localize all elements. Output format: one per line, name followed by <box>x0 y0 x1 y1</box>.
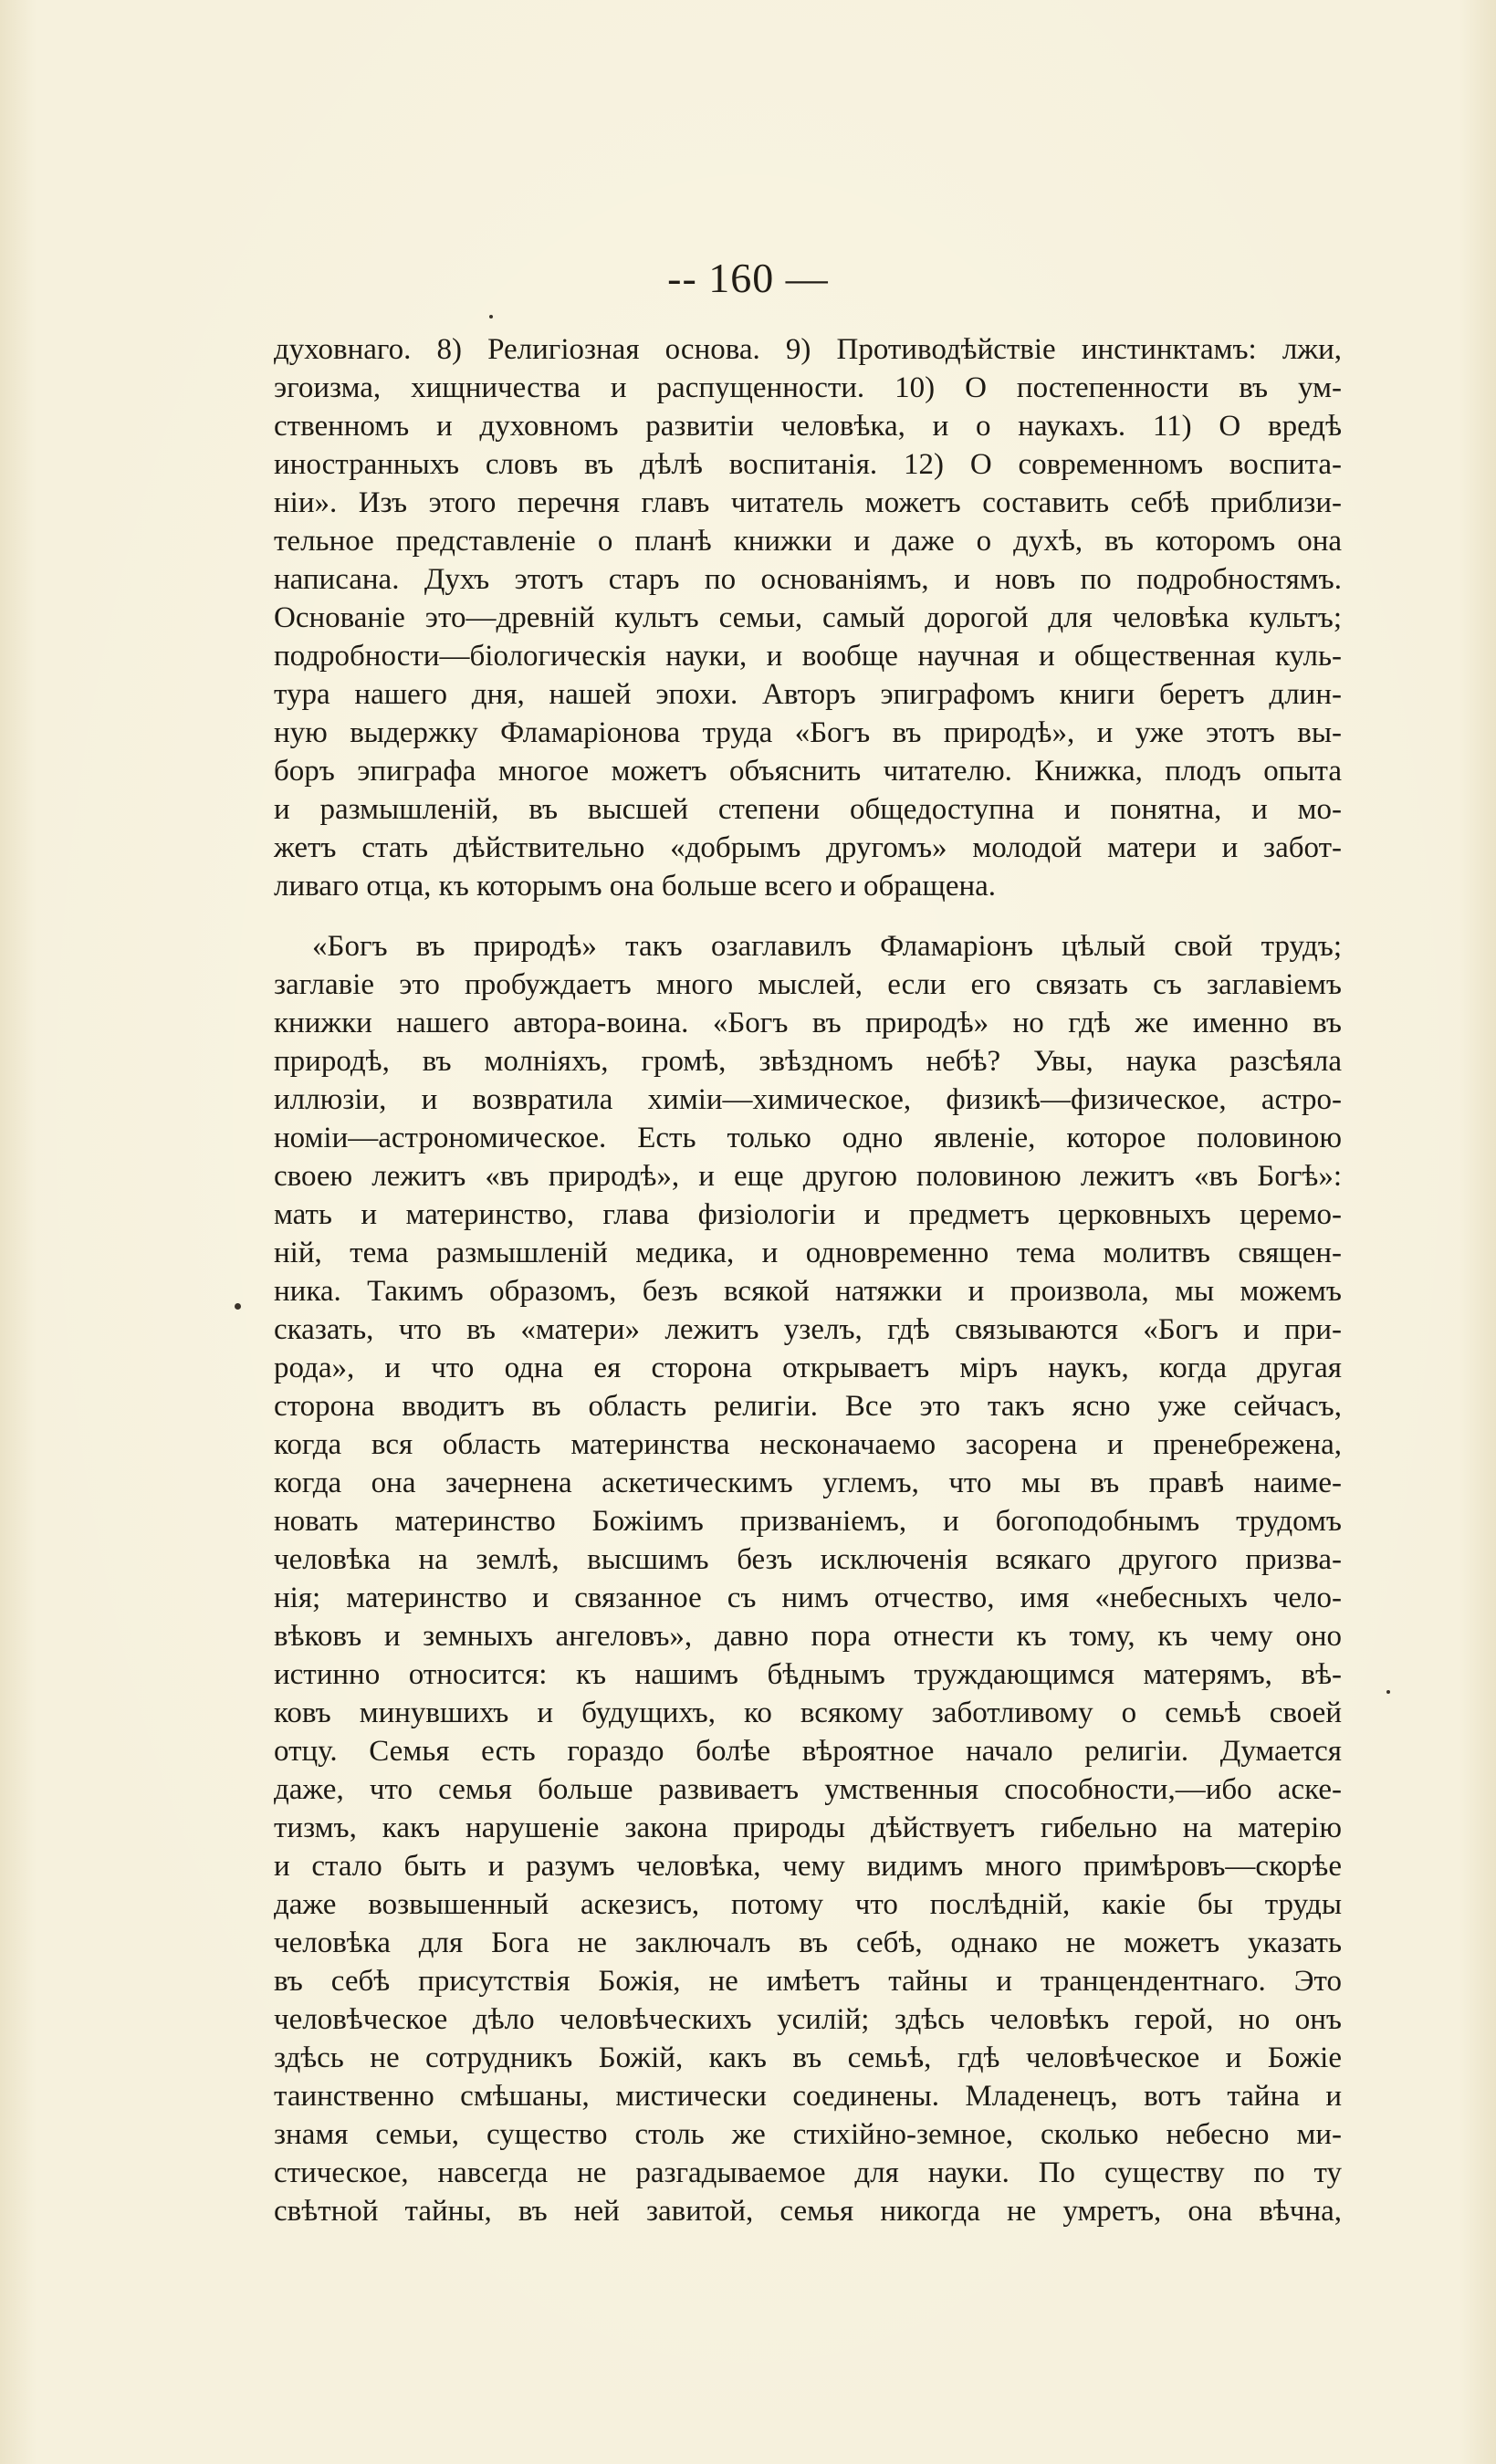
text-line: вѣковъ и земныхъ ангеловъ», давно пора отнести къ тому, къ чему оно <box>274 1620 1342 1653</box>
text-line: человѣка для Бога не заключалъ въ себѣ, однако не можетъ указать <box>274 1926 1342 1959</box>
text-line: иностранныхъ словъ въ дѣлѣ воспитанія. 12) О современномъ воспита- <box>274 448 1342 481</box>
text-line: тельное представленіе о планѣ книжки и даже о духѣ, въ которомъ она <box>274 525 1342 558</box>
text-line: и размышленій, въ высшей степени общедоступна и понятна, и мо- <box>274 793 1342 826</box>
text-line: даже возвышенный аскезисъ, потому что послѣдній, какіе бы труды <box>274 1888 1342 1921</box>
text-line: природѣ, въ молніяхъ, громѣ, звѣздномъ небѣ? Увы, наука разсѣяла <box>274 1045 1342 1078</box>
ink-speck <box>235 1303 241 1310</box>
text-line: ную выдержку Фламаріонова труда «Богъ въ природѣ», и уже этотъ вы- <box>274 716 1342 749</box>
text-line: знамя семьи, существо столь же стихійно-земное, сколько небесно ми- <box>274 2118 1342 2151</box>
page-number: -- 160 — <box>667 255 829 301</box>
text-line: и стало быть и разумъ человѣка, чему видимъ много примѣровъ—скорѣе <box>274 1850 1342 1883</box>
text-line: «Богъ въ природѣ» такъ озаглавилъ Фламаріонъ цѣлый свой трудъ; <box>312 930 1342 963</box>
text-line: номіи—астрономическое. Есть только одно явленіе, которое половиною <box>274 1122 1342 1154</box>
text-line: истинно относится: къ нашимъ бѣднымъ труждающимся матерямъ, вѣ- <box>274 1658 1342 1691</box>
text-line: свѣтной тайны, въ ней завитой, семья никогда не умретъ, она вѣчна, <box>274 2195 1342 2228</box>
paragraph-1 <box>274 330 1342 905</box>
paragraph-2 <box>274 927 1342 2230</box>
text-line: ній, тема размышленій медика, и одновременно тема молитвъ священ- <box>274 1237 1342 1269</box>
text-line: мать и материнство, глава физіологіи и предметъ церковныхъ церемо- <box>274 1198 1342 1231</box>
text-line: человѣка на землѣ, высшимъ безъ исключенія всякаго другого призва- <box>274 1543 1342 1576</box>
text-line: когда вся область материнства несконачаемо засорена и пренебрежена, <box>274 1428 1342 1461</box>
text-line: Основаніе это—древній культъ семьи, самый дорогой для человѣка культъ; <box>274 601 1342 634</box>
text-line: подробности—біологическія науки, и вообще научная и общественная куль- <box>274 640 1342 673</box>
text-line: духовнаго. 8) Религіозная основа. 9) Противодѣйствіе инстинктамъ: лжи, <box>274 333 1342 366</box>
text-line: таинственно смѣшаны, мистически соединены. Младенецъ, вотъ тайна и <box>274 2080 1342 2113</box>
text-line: эгоизма, хищничества и распущенности. 10) О постепенности въ ум- <box>274 371 1342 404</box>
text-line: тизмъ, какъ нарушеніе закона природы дѣйствуетъ гибельно на матерію <box>274 1811 1342 1844</box>
text-line: стическое, навсегда не разгадываемое для науки. По существу по ту <box>274 2156 1342 2189</box>
text-line: ника. Такимъ образомъ, безъ всякой натяжки и произвола, мы можемъ <box>274 1275 1342 1308</box>
paragraph-gap <box>274 905 1342 927</box>
text-line: человѣческое дѣло человѣческихъ усилій; здѣсь человѣкъ герой, но онъ <box>274 2003 1342 2036</box>
text-line: когда она зачернена аскетическимъ углемъ, что мы въ правѣ наиме- <box>274 1467 1342 1499</box>
text-line: ственномъ и духовномъ развитіи человѣка, и о наукахъ. 11) О вредѣ <box>274 410 1342 443</box>
text-line: боръ эпиграфа многое можетъ объяснить читателю. Книжка, плодъ опыта <box>274 755 1342 788</box>
text-line: сторона вводитъ въ область религіи. Все это такъ ясно уже сейчасъ, <box>274 1390 1342 1423</box>
ink-speck <box>489 315 493 318</box>
text-line: сказать, что въ «матери» лежитъ узелъ, гдѣ связываются «Богъ и при- <box>274 1313 1342 1346</box>
text-line: тура нашего дня, нашей эпохи. Авторъ эпиграфомъ книги беретъ длин- <box>274 678 1342 711</box>
text-line: отцу. Семья есть гораздо болѣе вѣроятное начало религіи. Думается <box>274 1735 1342 1768</box>
text-line: здѣсь не сотрудникъ Божій, какъ въ семьѣ, гдѣ человѣческое и Божіе <box>274 2041 1342 2074</box>
text-line: рода», и что одна ея сторона открываетъ міръ наукъ, когда другая <box>274 1352 1342 1384</box>
text-line: ніи». Изъ этого перечня главъ читатель можетъ составить себѣ приблизи- <box>274 486 1342 519</box>
text-line: нія; материнство и связанное съ нимъ отчество, имя «небесныхъ чело- <box>274 1582 1342 1614</box>
text-line: въ себѣ присутствія Божія, не имѣетъ тайны и транцендентнаго. Это <box>274 1965 1342 1998</box>
text-line: написана. Духъ этотъ старъ по основаніямъ, и новъ по подробностямъ. <box>274 563 1342 596</box>
text-line: заглавіе это пробуждаетъ много мыслей, если его связать съ заглавіемъ <box>274 968 1342 1001</box>
text-line: своею лежитъ «въ природѣ», и еще другою половиною лежитъ «въ Богѣ»: <box>274 1160 1342 1193</box>
text-line: иллюзіи, и возвратила химіи—химическое, физикѣ—физическое, астро- <box>274 1083 1342 1116</box>
text-line: жетъ стать дѣйствительно «добрымъ другомъ» молодой матери и забот- <box>274 831 1342 864</box>
text-line: ливаго отца, къ которымъ она больше всего и обращена. <box>274 870 997 903</box>
text-line: новать материнство Божіимъ призваніемъ, и богоподобнымъ трудомъ <box>274 1505 1342 1538</box>
text-line: книжки нашего автора-воина. «Богъ въ природѣ» но гдѣ же именно въ <box>274 1007 1342 1039</box>
body-text <box>274 330 1342 2230</box>
text-line: даже, что семья больше развиваетъ умственныя способности,—ибо аске- <box>274 1773 1342 1806</box>
text-line: ковъ минувшихъ и будущихъ, ко всякому заботливому о семьѣ своей <box>274 1697 1342 1729</box>
ink-speck <box>1386 1690 1390 1694</box>
